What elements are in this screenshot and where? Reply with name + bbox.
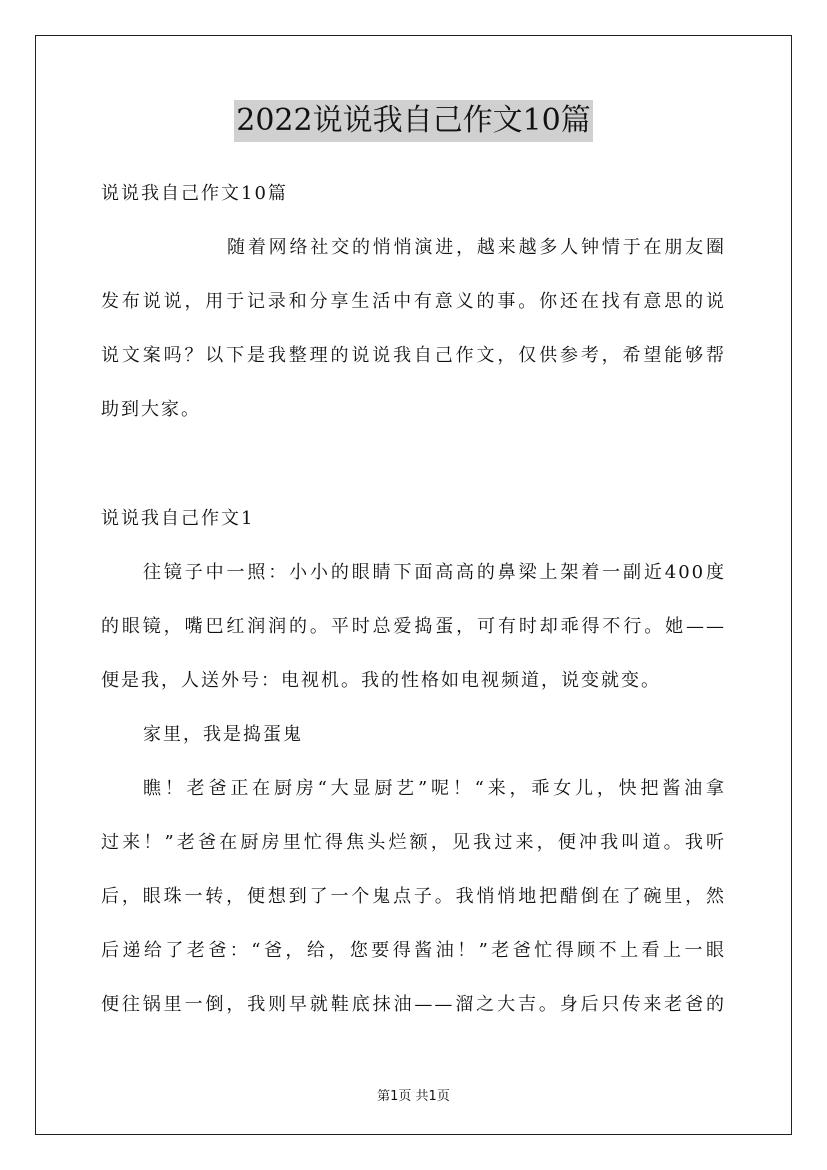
section-heading: 说说我自己作文1 [101, 508, 255, 529]
paragraph-line: 后，眼珠一转，便想到了一个鬼点子。我悄悄地把醋倒在了碗里，然 [101, 886, 726, 907]
paragraph-line: 家里，我是捣蛋鬼 [143, 724, 303, 745]
page-footer: 第1页 共1页 [377, 1089, 450, 1104]
intro-line: 助到大家。 [101, 399, 201, 420]
intro-line: 随着网络社交的悄悄演进，越来越多人钟情于在朋友圈 [227, 237, 726, 258]
paragraph-line: 往镜子中一照：小小的眼睛下面高高的鼻梁上架着一副近400度 [143, 562, 726, 583]
document-title: 2022说说我自己作文10篇 [234, 100, 593, 142]
paragraph-line: 瞧！老爸正在厨房“大显厨艺”呢！“来，乖女儿，快把酱油拿 [143, 778, 726, 799]
paragraph-line: 便是我，人送外号：电视机。我的性格如电视频道，说变就变。 [101, 670, 661, 691]
intro-line: 发布说说，用于记录和分享生活中有意义的事。你还在找有意思的说 [101, 291, 726, 312]
paragraph-line: 过来！”老爸在厨房里忙得焦头烂额，见我过来，便冲我叫道。我听 [101, 832, 726, 853]
title-container [0, 100, 827, 142]
paragraph-line: 的眼镜，嘴巴红润润的。平时总爱捣蛋，可有时却乖得不行。她—— [101, 616, 726, 637]
paragraph-line: 便往锅里一倒，我则早就鞋底抹油——溜之大吉。身后只传来老爸的 [101, 994, 726, 1015]
paragraph-line: 后递给了老爸：“爸，给，您要得酱油！”老爸忙得顾不上看上一眼 [101, 940, 726, 961]
intro-line: 说文案吗？以下是我整理的说说我自己作文，仅供参考，希望能够帮 [101, 345, 726, 366]
document-subtitle: 说说我自己作文10篇 [101, 183, 288, 204]
